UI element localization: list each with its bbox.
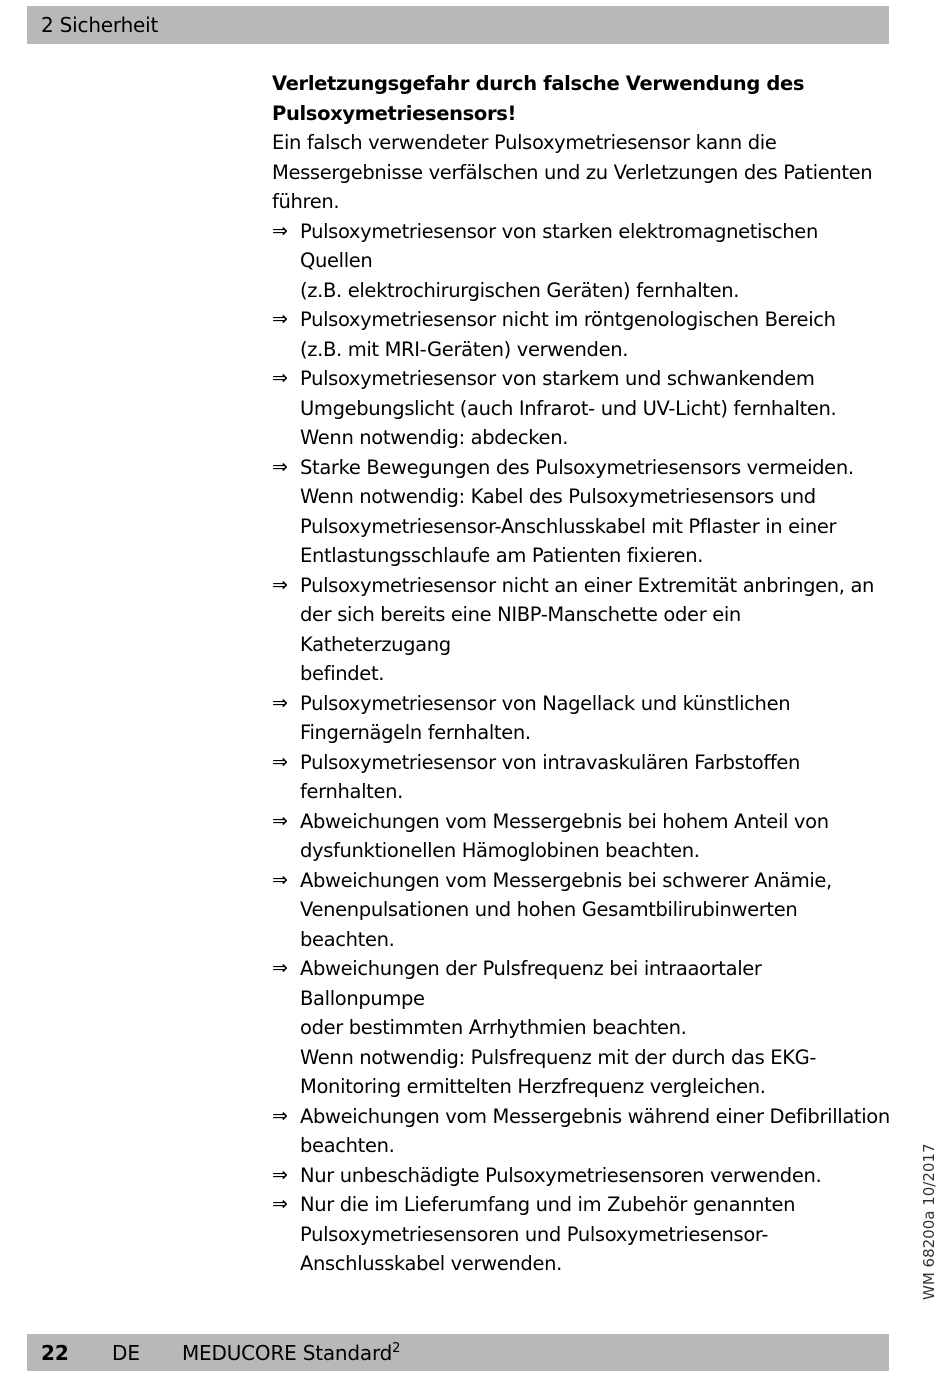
intro-line: Ein falsch verwendeter Pulsoxymetriesensor kann die — [272, 131, 777, 154]
instruction-item — [272, 571, 892, 689]
instruction-item — [272, 954, 892, 1102]
instruction-item — [272, 1190, 892, 1279]
instruction-line: Starke Bewegungen des Pulsoxymetriesensors vermeiden. — [300, 455, 854, 479]
instruction-item — [272, 453, 892, 571]
instruction-line: beachten. — [300, 927, 395, 951]
arrow-right-icon: ⇒ — [272, 691, 288, 714]
instruction-line: Pulsoxymetriesensor nicht an einer Extremität anbringen, an — [300, 573, 875, 597]
instruction-line: Wenn notwendig: abdecken. — [300, 426, 569, 449]
instruction-line: Entlastungsschlaufe am Patienten fixieren. — [300, 544, 704, 567]
instruction-line: Nur die im Lieferumfang und im Zubehör genannten — [300, 1193, 796, 1216]
instruction-line: Wenn notwendig: Pulsfrequenz mit der durch das EKG- — [300, 1045, 817, 1069]
arrow-right-icon: ⇒ — [272, 1193, 288, 1215]
section-title: 2 Sicherheit — [41, 13, 159, 37]
warning-title — [272, 69, 892, 128]
instruction-line: beachten. — [300, 1134, 395, 1157]
arrow-right-icon: ⇒ — [272, 809, 288, 832]
instruction-line: Anschlusskabel verwenden. — [300, 1252, 562, 1275]
instruction-line: Pulsoxymetriesensor von Nagellack und künstlichen — [300, 691, 791, 715]
page-number: 22 — [41, 1341, 69, 1365]
intro-line: Messergebnisse verfälschen und zu Verletzungen des Patienten — [272, 160, 873, 184]
document-code: WM 68200a 10/2017 — [920, 1143, 938, 1300]
instruction-line: Pulsoxymetriesensor nicht im röntgenologischen Bereich — [300, 308, 836, 331]
instruction-line: Pulsoxymetriesensor von starkem und schwankendem — [300, 367, 815, 390]
header-bar — [27, 6, 889, 44]
instruction-line: Abweichungen vom Messergebnis während einer Defibrillation — [300, 1104, 890, 1128]
instruction-item — [272, 866, 892, 955]
instruction-item — [272, 689, 892, 748]
arrow-right-icon: ⇒ — [272, 455, 288, 478]
instruction-line: Fingernägeln fernhalten. — [300, 721, 531, 744]
instruction-line: Pulsoxymetriesensor-Anschlusskabel mit Pflaster in einer — [300, 514, 837, 538]
warning-title-line: Verletzungsgefahr durch falsche Verwendung des — [272, 72, 805, 95]
instruction-line: dysfunktionellen Hämoglobinen beachten. — [300, 839, 700, 862]
instruction-line: Pulsoxymetriesensor von intravaskulären Farbstoffen — [300, 750, 801, 774]
instruction-line: fernhalten. — [300, 780, 403, 803]
arrow-right-icon: ⇒ — [272, 367, 288, 389]
arrow-right-icon: ⇒ — [272, 1104, 288, 1127]
intro-line: führen. — [272, 190, 340, 213]
instruction-line: Umgebungslicht (auch Infrarot- und UV-Licht) fernhalten. — [300, 396, 837, 420]
instruction-line: Pulsoxymetriesensoren und Pulsoxymetriesensor- — [300, 1222, 769, 1246]
warning-intro — [272, 128, 892, 217]
instruction-list — [272, 217, 892, 1279]
warning-block — [272, 69, 892, 1279]
instruction-line: Pulsoxymetriesensor von starken elektromagnetischen Quellen — [300, 219, 818, 272]
instruction-item — [272, 364, 892, 453]
language-code: DE — [112, 1341, 141, 1365]
instruction-line: Abweichungen der Pulsfrequenz bei intraaortaler Ballonpumpe — [300, 957, 762, 1010]
footer-bar — [27, 1334, 889, 1371]
instruction-line: (z.B. elektrochirurgischen Geräten) fernhalten. — [300, 278, 740, 302]
instruction-line: der sich bereits eine NIBP-Manschette oder ein Katheterzugang — [300, 603, 741, 656]
arrow-right-icon: ⇒ — [272, 750, 288, 773]
instruction-item — [272, 217, 892, 306]
product-name-text: MEDUCORE Standard — [182, 1341, 393, 1365]
arrow-right-icon: ⇒ — [272, 957, 288, 979]
instruction-line: Venenpulsationen und hohen Gesamtbilirubinwerten — [300, 898, 798, 921]
instruction-line: Nur unbeschädigte Pulsoxymetriesensoren verwenden. — [300, 1163, 822, 1187]
instruction-line: befindet. — [300, 662, 385, 685]
arrow-right-icon: ⇒ — [272, 1163, 288, 1186]
instruction-item — [272, 1102, 892, 1161]
instruction-item — [272, 1161, 892, 1191]
arrow-right-icon: ⇒ — [272, 308, 288, 330]
arrow-right-icon: ⇒ — [272, 868, 288, 891]
instruction-item — [272, 305, 892, 364]
arrow-right-icon: ⇒ — [272, 573, 288, 596]
instruction-line: Wenn notwendig: Kabel des Pulsoxymetriesensors und — [300, 485, 816, 508]
warning-title-line: Pulsoxymetriesensors! — [272, 101, 517, 125]
instruction-item — [272, 807, 892, 866]
instruction-line: Abweichungen vom Messergebnis bei hohem Anteil von — [300, 809, 829, 833]
product-name — [182, 1340, 400, 1366]
instruction-line: (z.B. mit MRI-Geräten) verwenden. — [300, 337, 629, 361]
instruction-line: Abweichungen vom Messergebnis bei schwerer Anämie, — [300, 868, 832, 892]
arrow-right-icon: ⇒ — [272, 219, 288, 242]
instruction-item — [272, 748, 892, 807]
instruction-line: Monitoring ermittelten Herzfrequenz vergleichen. — [300, 1075, 766, 1098]
instruction-line: oder bestimmten Arrhythmien beachten. — [300, 1016, 687, 1039]
product-superscript: 2 — [392, 1341, 401, 1356]
